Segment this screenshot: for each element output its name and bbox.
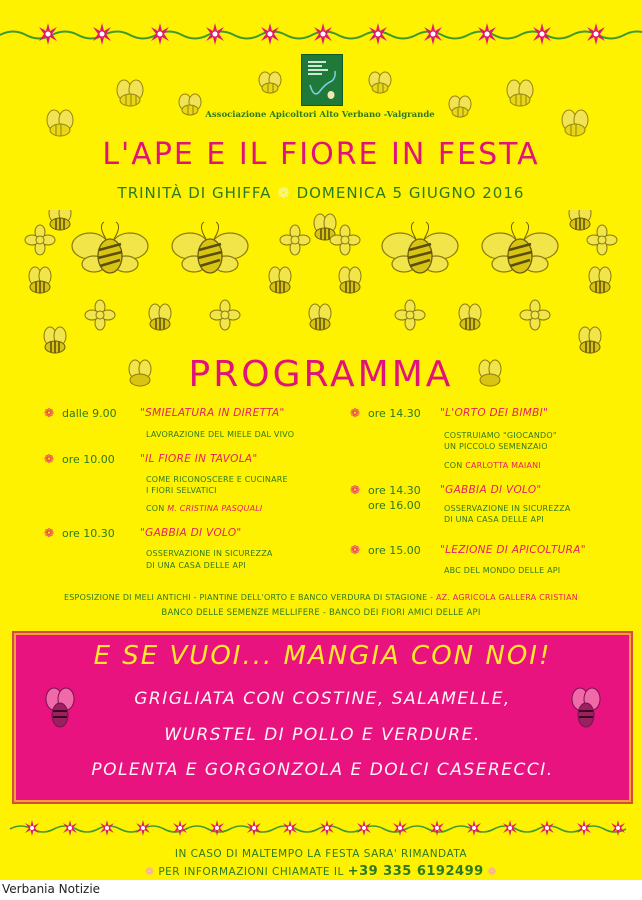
event-title: L'APE E IL FIORE IN FESTA: [102, 137, 540, 172]
footer-flower-icon: ❁: [145, 866, 155, 878]
program-desc: COME RICONOSCERE E CUCINARE: [146, 475, 288, 484]
program-title: "IL FIORE IN TAVOLA": [140, 453, 258, 465]
program-desc: UN PICCOLO SEMENZAIO: [444, 442, 548, 451]
program-desc: OSSERVAZIONE IN SICUREZZA: [444, 504, 571, 513]
event-date: DOMENICA 5 GIUGNO 2016: [296, 184, 525, 202]
bullet-flower-icon: ❁: [350, 543, 361, 557]
program-title: "SMIELATURA IN DIRETTA": [140, 407, 285, 419]
program-heading: PROGRAMMA: [188, 354, 454, 395]
contact-info: ❁ PER INFORMAZIONI CHIAMATE IL +39 335 6192499 ❁: [145, 864, 497, 879]
food-line: POLENTA E GORGONZOLA E DOLCI CASERECCI.: [91, 760, 554, 780]
decorative-bees-flowers: [0, 210, 642, 360]
program-title: "GABBIA DI VOLO": [440, 484, 542, 496]
exhibits-line-2: BANCO DELLE SEMENZE MELLIFERE - BANCO DEI FIORI AMICI DELLE API: [161, 608, 481, 618]
program-time: ore 15.00: [368, 544, 421, 557]
bee-icon-left: [36, 685, 86, 735]
program-desc: OSSERVAZIONE IN SICUREZZA: [146, 549, 273, 558]
bullet-flower-icon: ❁: [44, 452, 55, 466]
program-title: "LEZIONE DI APICOLTURA": [440, 544, 586, 556]
program-desc: DI UNA CASA DELLE API: [146, 561, 246, 570]
host-name: M. CRISTINA PASQUALI: [167, 504, 263, 513]
program-time: ore 10.30: [62, 527, 115, 540]
bullet-flower-icon: ❁: [350, 483, 361, 497]
program-desc: I FIORI SELVATICI: [146, 486, 217, 495]
decorative-bees-program: [0, 350, 642, 400]
food-title: E SE VUOI... MANGIA CON NOI!: [93, 641, 552, 671]
flower-garland-bottom: [0, 815, 642, 841]
bullet-flower-icon: ❁: [350, 406, 361, 420]
weather-note: IN CASO DI MALTEMPO LA FESTA SARA' RIMANDATA: [174, 848, 468, 860]
program-desc: ABC DEL MONDO DELLE API: [444, 566, 561, 575]
program-host: CON M. CRISTINA PASQUALI: [146, 504, 263, 513]
program-title: "GABBIA DI VOLO": [140, 527, 242, 539]
program-time: ore 14.30: [368, 484, 421, 497]
exhibits-line-1: ESPOSIZIONE DI MELI ANTICHI - PIANTINE DELL'ORTO E BANCO VERDURA DI STAGIONE - AZ. AGRICOLA GALLERA CRISTIAN: [64, 593, 578, 602]
program-time: ore 14.30: [368, 407, 421, 420]
food-line: WURSTEL DI POLLO E VERDURE.: [164, 725, 481, 745]
footer-flower-icon: ❁: [487, 866, 497, 878]
bullet-flower-icon: ❁: [44, 406, 55, 420]
food-line: GRIGLIATA CON COSTINE, SALAMELLE,: [134, 689, 511, 709]
event-subtitle: [0, 184, 642, 202]
program-desc: LAVORAZIONE DEL MIELE DAL VIVO: [146, 430, 295, 439]
bullet-flower-icon: ❁: [44, 526, 55, 540]
separator-flower-icon: ❁: [277, 184, 291, 202]
source-credit: Verbania Notizie: [2, 882, 101, 896]
food-box: [12, 631, 633, 804]
program-time: dalle 9.00: [62, 407, 117, 420]
program-time-2: ore 16.00: [368, 499, 421, 512]
host-name: CARLOTTA MAIANI: [465, 461, 541, 470]
association-name: Associazione Apicoltori Alto Verbano -Valgrande: [205, 110, 435, 120]
exhibitor-name: AZ. AGRICOLA GALLERA CRISTIAN: [435, 593, 578, 602]
bee-icon-right: [562, 685, 612, 735]
program-desc: COSTRUIAMO "GIOCANDO": [444, 431, 557, 440]
program-time: ore 10.00: [62, 453, 115, 466]
flower-garland-top: [0, 20, 642, 46]
phone-number[interactable]: +39 335 6192499: [347, 864, 484, 879]
event-location: TRINITÀ DI GHIFFA: [117, 184, 272, 202]
program-title: "L'ORTO DEI BIMBI": [440, 407, 549, 419]
program-host: CON CARLOTTA MAIANI: [444, 461, 541, 470]
program-desc: DI UNA CASA DELLE API: [444, 515, 544, 524]
